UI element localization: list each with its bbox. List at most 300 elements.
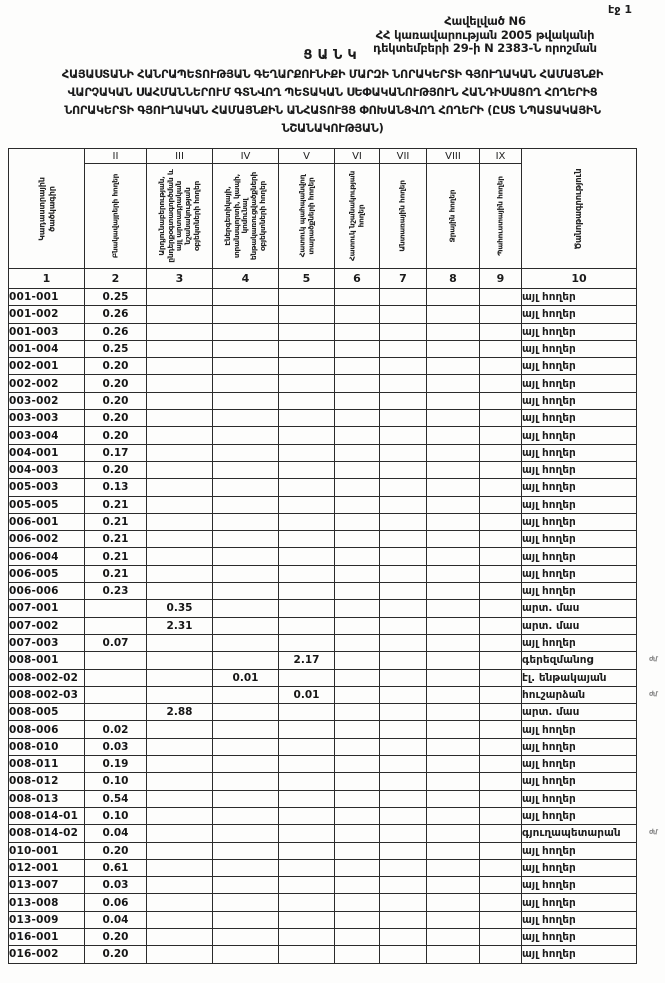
cadastral-code-cell: 003-003 [9,410,85,427]
empty-cell [335,410,380,427]
document-subtitle-line: ՀԱՅԱՍՏԱՆԻ ՀԱՆՐԱՊԵՏՈՒԹՅԱՆ ԳԵՂԱՐՔՈՒՆԻՔԻ ՄԱՐԶԻ ՆՈՐԱԿԵՐՏԻ ԳՅՈՒՂԱԿԱՆ ՀԱՄԱՅՆՔԻ [61,68,604,81]
empty-cell [427,323,480,340]
empty-cell [335,392,380,409]
table-row [9,911,637,928]
column-header-III [147,164,213,269]
empty-cell [85,686,147,703]
empty-cell [380,704,427,721]
note-cell: այլ հողեր [522,859,637,876]
empty-cell [427,859,480,876]
cadastral-code-cell: 007-002 [9,617,85,634]
empty-cell [335,842,380,859]
empty-cell [279,825,335,842]
empty-cell [427,617,480,634]
note-cell: այլ հողեր [522,773,637,790]
column-number: 1 [9,269,85,289]
empty-cell [480,825,522,842]
empty-cell [279,634,335,651]
empty-cell [480,340,522,357]
annex-reference-line: դեկտեմբերի 29-ի N 2383-Ն որոշման [373,41,597,55]
empty-cell [147,375,213,392]
land-transfer-table [8,148,657,964]
empty-cell [279,617,335,634]
empty-cell [335,444,380,461]
empty-cell [213,600,279,617]
column-header-III-label: Արդյունաբերության, ընդերքօգտագործման և այլ արտադրական նշանակության օբյեկտների հողեր [156,169,201,263]
empty-cell [427,928,480,945]
empty-cell [335,704,380,721]
table-row [9,392,637,409]
area-value-cell: 0.25 [85,340,147,357]
note-cell: այլ հողեր [522,790,637,807]
empty-cell [279,756,335,773]
empty-cell [380,496,427,513]
note-cell: այլ հողեր [522,444,637,461]
empty-cell [480,358,522,375]
note-cell: արտ. մաս [522,600,637,617]
column-header-VI [335,164,380,269]
area-value-cell: 0.20 [85,946,147,963]
area-value-cell: 0.21 [85,548,147,565]
empty-cell [480,946,522,963]
area-value-cell: 0.04 [85,911,147,928]
empty-cell [480,496,522,513]
empty-cell [147,323,213,340]
empty-cell [279,773,335,790]
empty-cell [480,427,522,444]
column-number: 4 [213,269,279,289]
empty-cell [213,479,279,496]
empty-cell [380,358,427,375]
area-value-cell: 0.21 [85,565,147,582]
table-row [9,444,637,461]
empty-cell [213,548,279,565]
cadastral-code-cell: 008-006 [9,721,85,738]
empty-cell [380,946,427,963]
column-roman-V: V [279,149,335,164]
empty-cell [279,496,335,513]
column-header-VIII [427,164,480,269]
column-header-VII [380,164,427,269]
column-roman-IX: IX [480,149,522,164]
empty-cell [380,289,427,306]
note-cell: այլ հողեր [522,479,637,496]
empty-cell [380,392,427,409]
empty-cell [147,825,213,842]
column-header-II [85,164,147,269]
empty-cell [213,946,279,963]
empty-cell [147,583,213,600]
empty-cell [480,842,522,859]
empty-cell [279,669,335,686]
empty-cell [480,375,522,392]
empty-cell [279,410,335,427]
table-row [9,704,637,721]
empty-cell [380,773,427,790]
empty-cell [380,548,427,565]
empty-cell [213,617,279,634]
area-value-cell: 0.25 [85,289,147,306]
cadastral-code-cell: 013-007 [9,877,85,894]
empty-cell [427,669,480,686]
note-cell: այլ հողեր [522,946,637,963]
document-subtitle-line: ՆՇԱՆԱԿՈՒԹՅԱՆ) [281,122,384,135]
empty-cell [427,790,480,807]
empty-cell [335,721,380,738]
empty-cell [480,306,522,323]
empty-cell [279,704,335,721]
empty-cell [380,375,427,392]
note-cell: գերեզմանոց ժմ [522,652,637,669]
cadastral-code-cell: 006-006 [9,583,85,600]
area-value-cell: 0.20 [85,427,147,444]
empty-cell [380,479,427,496]
empty-cell [147,894,213,911]
empty-cell [279,583,335,600]
empty-cell [380,825,427,842]
empty-cell [427,807,480,824]
empty-cell [427,842,480,859]
empty-cell [147,928,213,945]
empty-cell [480,669,522,686]
note-cell: այլ հողեր [522,928,637,945]
empty-cell [480,894,522,911]
empty-cell [335,877,380,894]
empty-cell [213,652,279,669]
empty-cell [147,358,213,375]
empty-cell [213,565,279,582]
empty-cell [380,756,427,773]
table-row [9,825,637,842]
table-row [9,565,637,582]
cadastral-code-cell: 002-002 [9,375,85,392]
empty-cell [335,617,380,634]
empty-cell [213,704,279,721]
empty-cell [335,756,380,773]
note-cell: այլ հողեր [522,565,637,582]
empty-cell [380,807,427,824]
column-roman-VII: VII [380,149,427,164]
document-subtitle-line: ՆՈՐԱԿԵՐՏԻ ԳՅՈՒՂԱԿԱՆ ՀԱՄԱՅՆՔԻՆ ԱՆՀԱՏՈՒՅՑ ՓՈԽԱՆՑՎՈՂ ՀՈՂԵՐԻ (ԸՍՏ ՆՊԱՏԱԿԱՅԻՆ [64,104,601,117]
annex-reference-line: ՀՀ կառավարության 2005 թվականի [375,27,595,42]
empty-cell [335,323,380,340]
document-subtitle [2,66,663,138]
empty-cell [480,461,522,478]
cadastral-code-cell: 006-004 [9,548,85,565]
note-cell: այլ հողեր [522,289,637,306]
area-value-cell: 0.03 [85,738,147,755]
area-value-cell: 0.10 [85,807,147,824]
empty-cell [380,340,427,357]
empty-cell [279,842,335,859]
empty-cell [427,773,480,790]
empty-cell [85,704,147,721]
empty-cell [380,513,427,530]
empty-cell [213,358,279,375]
cadastral-code-cell: 008-011 [9,756,85,773]
empty-cell [147,634,213,651]
area-value-cell: 0.20 [85,928,147,945]
empty-cell [85,669,147,686]
note-cell: այլ հողեր [522,496,637,513]
cadastral-code-cell: 004-003 [9,461,85,478]
note-cell: այլ հողեր [522,721,637,738]
empty-cell [335,790,380,807]
note-cell: այլ հողեր [522,340,637,357]
document-subtitle-line: ՎԱՐՉԱԿԱՆ ՍԱՀՄԱՆՆԵՐՈՒՄ ԳՏՆՎՈՂ ՊԵՏԱԿԱՆ ՍԵՓԱԿԱՆՈՒԹՅՈՒՆ ՀԱՆԴԻՍԱՑՈՂ ՀՈՂԵՐԻՑ [67,86,598,99]
empty-cell [380,565,427,582]
empty-cell [335,600,380,617]
empty-cell [427,583,480,600]
area-value-cell: 0.20 [85,461,147,478]
empty-cell [279,358,335,375]
cadastral-code-cell: 002-001 [9,358,85,375]
empty-cell [335,859,380,876]
empty-cell [427,877,480,894]
empty-cell [427,565,480,582]
empty-cell [213,911,279,928]
cadastral-code-header-label: Կադաստրային ծածկագիր [35,176,56,241]
table-row [9,340,637,357]
area-value-cell: 0.06 [85,894,147,911]
empty-cell [147,306,213,323]
area-value-cell: 0.04 [85,825,147,842]
cadastral-code-cell: 005-005 [9,496,85,513]
empty-cell [213,323,279,340]
column-header-II-label: Բնակավայրերի հողեր [110,173,120,259]
table-row [9,410,637,427]
cadastral-code-cell: 001-004 [9,340,85,357]
cadastral-code-cell: 008-014-02 [9,825,85,842]
note-header [522,149,637,269]
note-cell: այլ հողեր [522,427,637,444]
cadastral-code-cell: 016-002 [9,946,85,963]
note-cell: հուշարձան ժմ [522,686,637,703]
empty-cell [213,461,279,478]
empty-cell [213,877,279,894]
empty-cell [213,756,279,773]
empty-cell [427,358,480,375]
empty-cell [85,600,147,617]
empty-cell [380,894,427,911]
table-row [9,859,637,876]
cadastral-code-cell: 004-001 [9,444,85,461]
column-number: 3 [147,269,213,289]
empty-cell [147,946,213,963]
note-cell: այլ հողեր [522,548,637,565]
empty-cell [480,807,522,824]
marginal-handwritten-mark: ժմ [648,827,657,837]
empty-cell [335,496,380,513]
empty-cell [427,894,480,911]
empty-cell [335,548,380,565]
area-value-cell: 0.21 [85,496,147,513]
empty-cell [335,340,380,357]
column-number: 2 [85,269,147,289]
empty-cell [279,289,335,306]
area-value-cell: 0.35 [147,600,213,617]
cadastral-code-cell: 016-001 [9,928,85,945]
empty-cell [147,340,213,357]
cadastral-code-cell: 008-012 [9,773,85,790]
table-row [9,669,637,686]
note-cell: այլ հողեր [522,807,637,824]
note-cell: այլ հողեր [522,306,637,323]
area-value-cell: 0.03 [85,877,147,894]
empty-cell [147,652,213,669]
empty-cell [427,427,480,444]
empty-cell [335,928,380,945]
cadastral-code-cell: 006-001 [9,513,85,530]
area-value-cell: 2.88 [147,704,213,721]
empty-cell [335,894,380,911]
empty-cell [335,686,380,703]
empty-cell [279,565,335,582]
empty-cell [279,877,335,894]
page-number: էջ 1 [608,3,632,16]
empty-cell [213,894,279,911]
cadastral-code-cell: 003-002 [9,392,85,409]
empty-cell [279,392,335,409]
empty-cell [427,410,480,427]
empty-cell [380,911,427,928]
empty-cell [380,410,427,427]
column-header-IX [480,164,522,269]
empty-cell [279,444,335,461]
empty-cell [279,807,335,824]
note-header-label: Ծանոթագրություն [573,168,584,249]
note-cell: այլ հողեր [522,323,637,340]
table-row [9,583,637,600]
empty-cell [480,738,522,755]
empty-cell [147,392,213,409]
column-number: 10 [522,269,637,289]
empty-cell [380,427,427,444]
empty-cell [279,548,335,565]
empty-cell [213,392,279,409]
empty-cell [279,721,335,738]
empty-cell [213,306,279,323]
empty-cell [279,600,335,617]
column-header-VI-label: Հատուկ նշանակության հողեր [347,171,365,262]
empty-cell [147,686,213,703]
empty-cell [427,704,480,721]
note-cell: այլ հողեր [522,358,637,375]
table-row [9,721,637,738]
table-row [9,479,637,496]
area-value-cell: 2.31 [147,617,213,634]
cadastral-code-cell: 013-009 [9,911,85,928]
empty-cell [380,859,427,876]
note-cell: այլ հողեր [522,410,637,427]
table-row [9,928,637,945]
empty-cell [147,738,213,755]
cadastral-code-cell: 008-001 [9,652,85,669]
empty-cell [427,652,480,669]
note-cell: այլ հողեր [522,375,637,392]
empty-cell [335,652,380,669]
empty-cell [427,634,480,651]
cadastral-code-cell: 013-008 [9,894,85,911]
empty-cell [147,721,213,738]
empty-cell [279,946,335,963]
empty-cell [480,583,522,600]
column-header-V-label: Հատուկ պահպանվող տարածքների հողեր [296,174,315,258]
area-value-cell: 0.21 [85,513,147,530]
annex-reference-line: Հավելված N6 [444,14,526,28]
empty-cell [480,756,522,773]
empty-cell [147,911,213,928]
empty-cell [279,323,335,340]
cadastral-code-cell: 008-002-03 [9,686,85,703]
empty-cell [213,738,279,755]
empty-cell [335,479,380,496]
empty-cell [427,756,480,773]
cadastral-code-cell: 006-005 [9,565,85,582]
empty-cell [213,928,279,945]
empty-cell [335,946,380,963]
empty-cell [427,461,480,478]
empty-cell [279,738,335,755]
area-value-cell: 0.61 [85,859,147,876]
empty-cell [147,773,213,790]
empty-cell [335,669,380,686]
empty-cell [427,496,480,513]
empty-cell [380,617,427,634]
column-header-IV [213,164,279,269]
table-row [9,877,637,894]
empty-cell [380,790,427,807]
table-row [9,600,637,617]
table-row [9,756,637,773]
empty-cell [427,375,480,392]
table-row [9,358,637,375]
note-cell: այլ հողեր [522,894,637,911]
area-value-cell: 0.20 [85,842,147,859]
empty-cell [427,548,480,565]
cadastral-code-cell: 001-002 [9,306,85,323]
empty-cell [480,859,522,876]
empty-cell [480,479,522,496]
table-row [9,427,637,444]
note-cell: այլ հողեր [522,911,637,928]
cadastral-code-cell: 010-001 [9,842,85,859]
table-row [9,548,637,565]
empty-cell [480,634,522,651]
empty-cell [213,583,279,600]
empty-cell [147,479,213,496]
area-value-cell: 0.02 [85,721,147,738]
column-roman-III: III [147,149,213,164]
empty-cell [147,531,213,548]
cadastral-code-cell: 008-010 [9,738,85,755]
table-row [9,513,637,530]
table-row [9,323,637,340]
table-row [9,531,637,548]
empty-cell [147,410,213,427]
table-row [9,461,637,478]
empty-cell [279,911,335,928]
empty-cell [213,531,279,548]
empty-cell [147,289,213,306]
column-header-VII-label: Անտառային հողեր [397,180,407,252]
table-row [9,807,637,824]
column-header-V [279,164,335,269]
empty-cell [213,773,279,790]
note-cell: այլ հողեր [522,513,637,530]
empty-cell [147,790,213,807]
empty-cell [335,738,380,755]
